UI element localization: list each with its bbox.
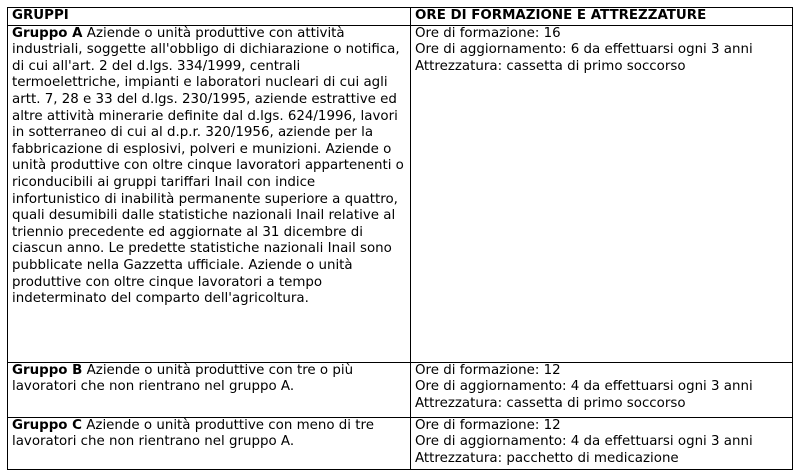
group-name: Gruppo A: [12, 25, 83, 41]
table-row: [8, 417, 793, 469]
training-hours: Ore di formazione: 16: [415, 25, 561, 41]
group-name: Gruppo B: [12, 362, 83, 378]
training-cell: [411, 25, 793, 362]
group-name: Gruppo C: [12, 417, 82, 433]
header-gruppi: GRUPPI: [8, 8, 411, 26]
table-row: [8, 25, 793, 362]
group-description: Aziende o unità produttive con attività industriali, soggette all'obbligo di dichiarazione o notifica, di cui all'art. 2 del d.lgs. 334/1999, centrali termoelettriche, impianti e laboratori nucleari di cui agli artt. 7, 28 e 33 del d.lgs. 230/1995, aziende estrattive ed altre attività minerarie definite dal d.lgs. 624/1996, lavori in sotterraneo di cui al d.p.r. 320/1956, aziende per la fabbricazione di esplosivi, polveri e munizioni. Aziende o unità produttive con oltre cinque lavoratori appartenenti o riconducibili ai gruppi tariffari Inail con indice infortunistico di inabilità permanente superiore a quattro, quali desumibili dalle statistiche nazionali Inail relative al triennio precedente ed aggiornate al 31 dicembre di ciascun anno. Le predette statistiche nazionali Inail sono pubblicate nella Gazzetta ufficiale. Aziende o unità produttive con oltre cinque lavoratori a tempo indeterminato del comparto dell'agricoltura.: [12, 25, 404, 307]
training-hours: Ore di formazione: 12: [415, 362, 561, 378]
update-hours: Ore di aggiornamento: 4 da effettuarsi ogni 3 anni: [415, 434, 753, 450]
update-hours: Ore di aggiornamento: 6 da effettuarsi ogni 3 anni: [415, 42, 753, 58]
group-cell: [8, 362, 411, 417]
equipment: Attrezzatura: pacchetto di medicazione: [415, 450, 679, 466]
group-description: Aziende o unità produttive con tre o più lavoratori che non rientrano nel gruppo A.: [12, 362, 354, 395]
training-hours: Ore di formazione: 12: [415, 417, 561, 433]
update-hours: Ore di aggiornamento: 4 da effettuarsi ogni 3 anni: [415, 379, 753, 395]
equipment: Attrezzatura: cassetta di primo soccorso: [415, 395, 686, 411]
group-cell: [8, 25, 411, 362]
first-aid-groups-table: [7, 7, 793, 470]
training-cell: [411, 417, 793, 469]
group-description: Aziende o unità produttive con meno di tre lavoratori che non rientrano nel gruppo A.: [12, 417, 374, 450]
document-page: [7, 7, 792, 470]
group-cell: [8, 417, 411, 469]
table-header-row: [8, 8, 793, 26]
table-row: [8, 362, 793, 417]
header-ore-formazione: ORE DI FORMAZIONE E ATTREZZATURE: [411, 8, 793, 26]
training-cell: [411, 362, 793, 417]
equipment: Attrezzatura: cassetta di primo soccorso: [415, 58, 686, 74]
